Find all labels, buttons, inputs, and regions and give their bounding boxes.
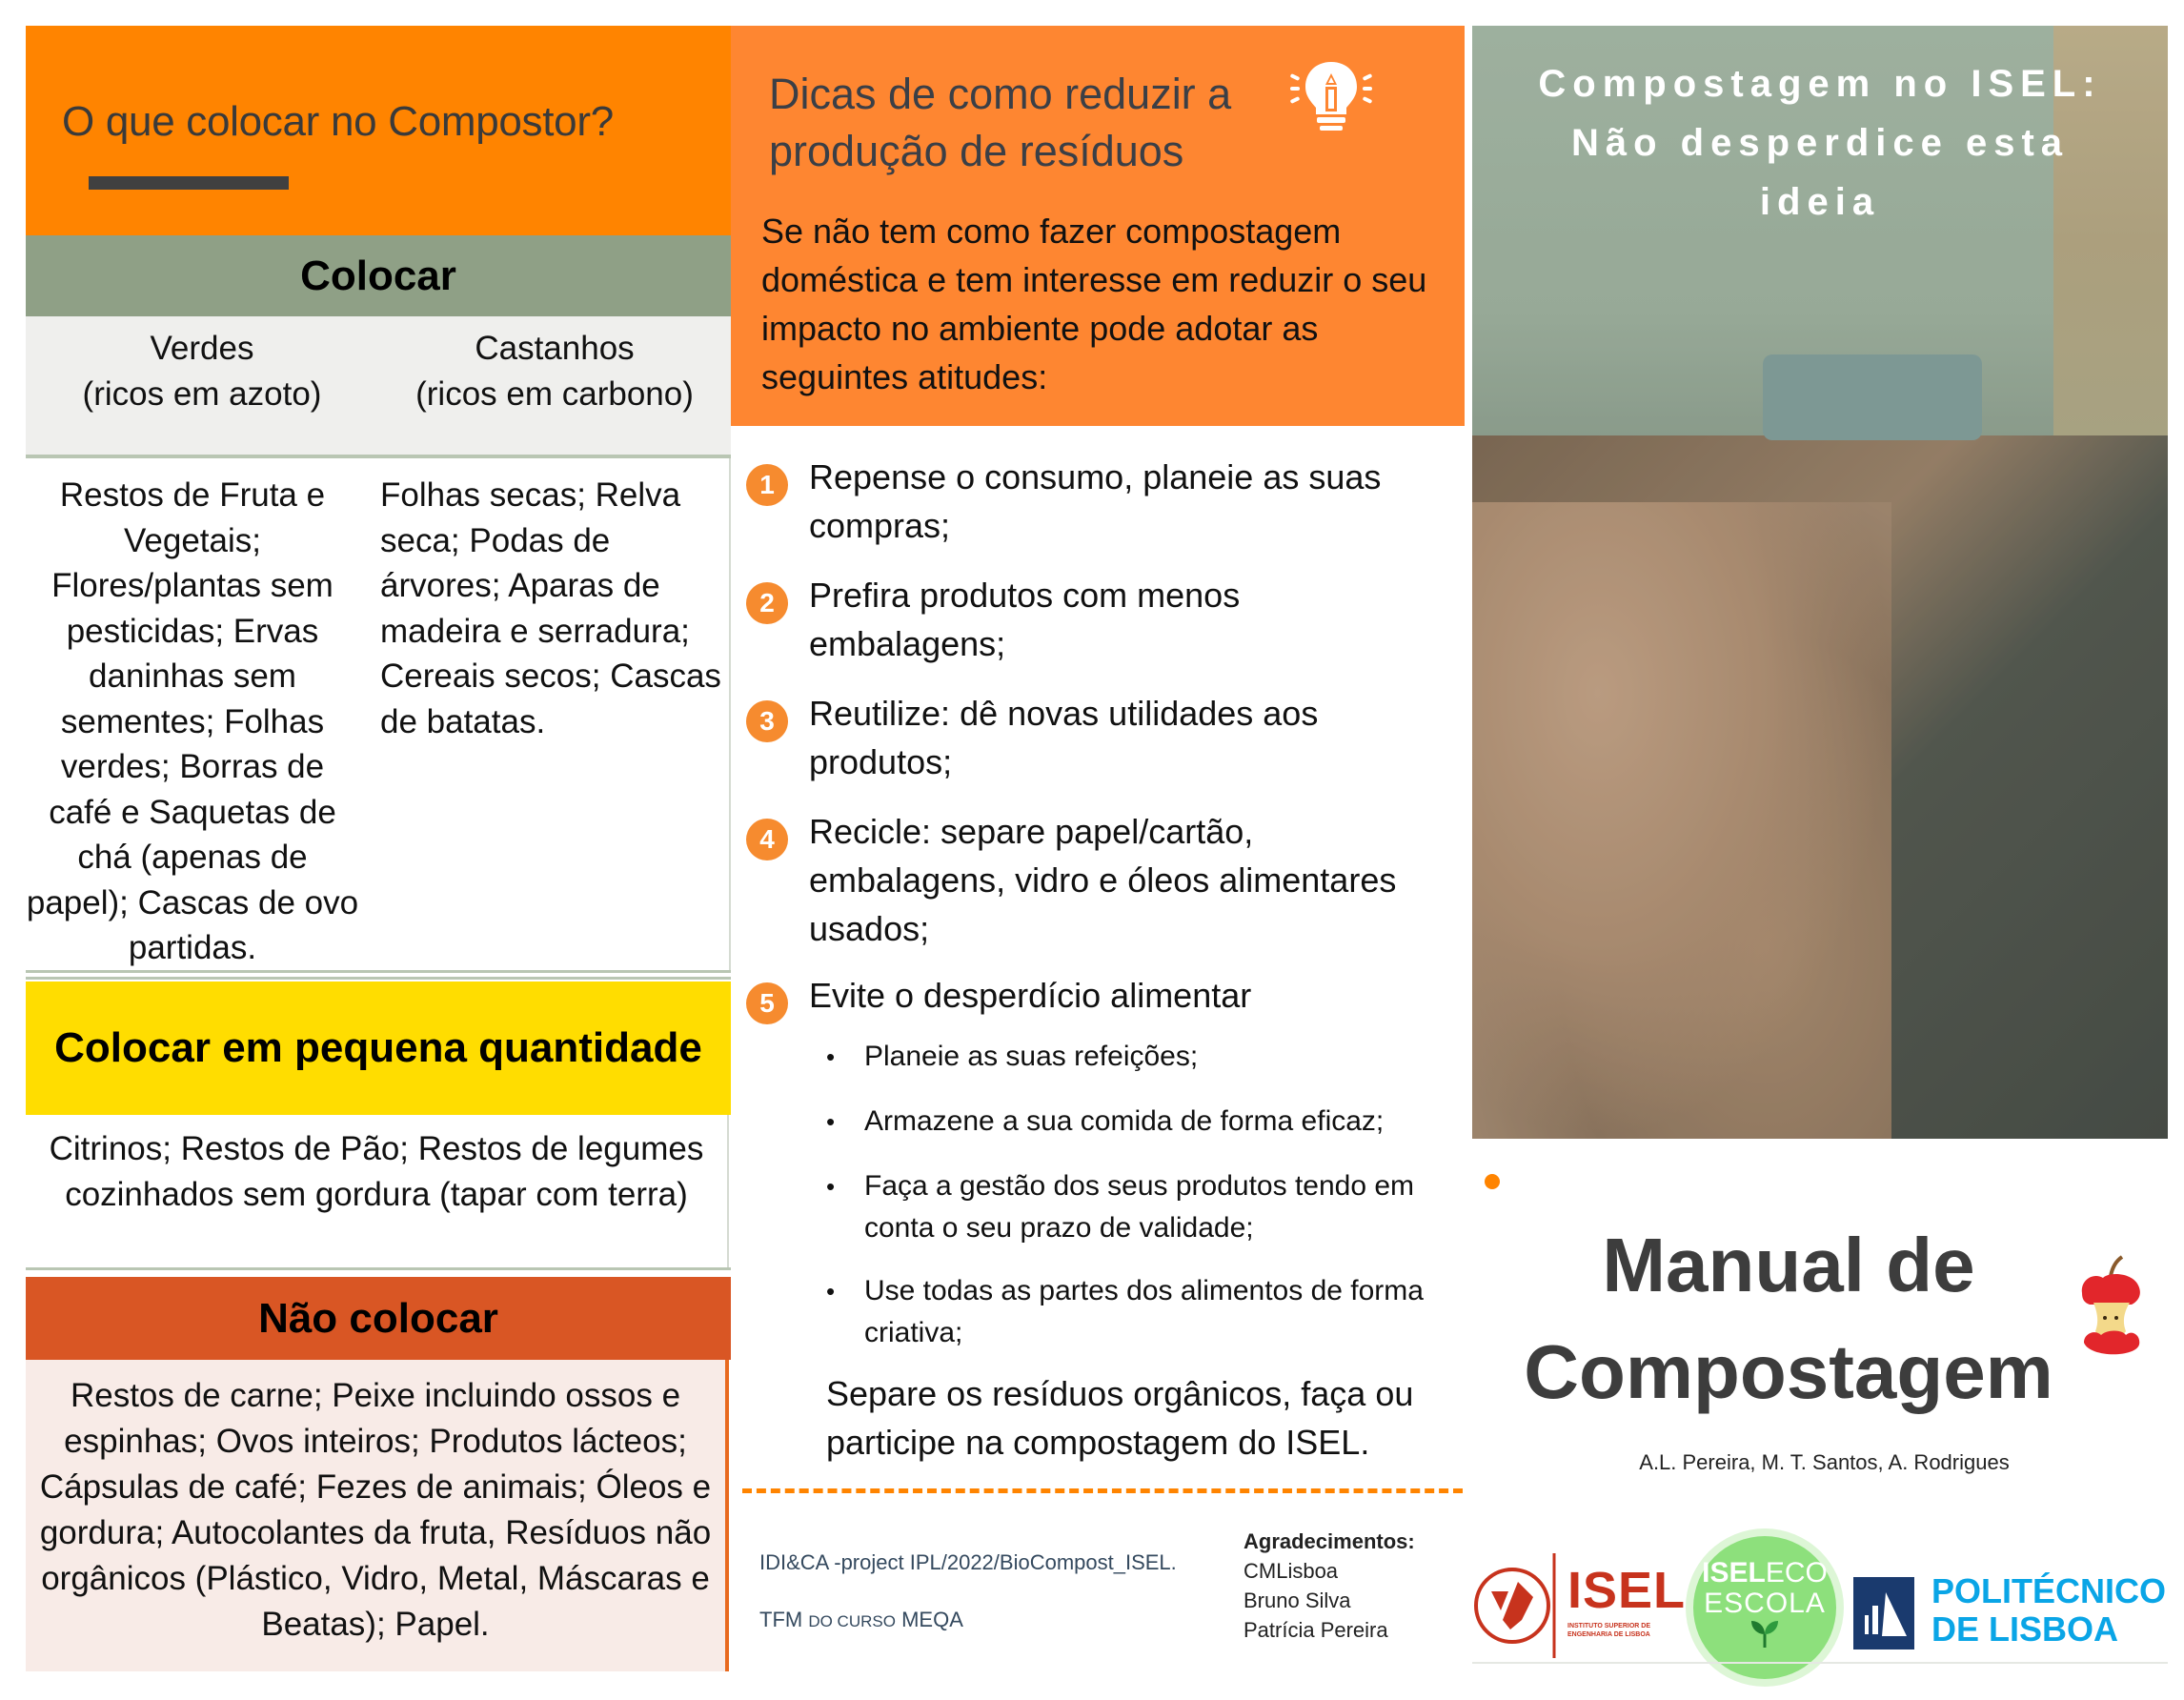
bullet-dot-icon: • [826,1042,836,1071]
isel-logo [1472,1553,1687,1668]
tfm-credit [759,1608,963,1632]
bullet-text: Faça a gestão dos seus produtos tendo em conta o seu prazo de validade; [864,1170,1415,1244]
verdes-items: Restos de Fruta e Vegetais; Flores/plantas sem pesticidas; Ervas daninhas sem sementes; Folhas verdes; Borras de café e Saquetas de chá (apenas de papel); Cascas de ovo partidas. [26,476,359,966]
step-number-badge: 2 [746,582,788,624]
ipl-logo-text [1931,1572,2166,1649]
step-number-badge: 4 [746,819,788,860]
tips-intro: Se não tem como fazer compostagem doméstica e tem interesse em reduzir o seu impacto no ambiente pode adotar as seguintes atitudes: [761,212,1427,396]
isel-sub-line2: ENGENHARIA DE LISBOA [1567,1631,1650,1638]
step-number-badge: 5 [746,982,788,1024]
project-credit: IDI&CA -project IPL/2022/BioCompost_ISEL. [759,1550,1177,1574]
eco-logo-line1 [1702,1558,1828,1589]
step-item [746,453,1428,550]
ipl-line1: POLITÉCNICO [1931,1571,2167,1610]
nao-colocar-text: Restos de carne; Peixe incluindo ossos e espinhas; Ovos inteiros; Produtos lácteos; Cápsulas de café; Fezes de animais; Óleos e gordura; Autocolantes da fruta, Resíduos não orgânicos (Plástico, Vidro, Metal, Máscaras e Beatas); Papel. [26,1360,729,1671]
tips-title: Dicas de como reduzir a produção de resíduos [769,70,1232,175]
nao-colocar-heading: Não colocar [26,1277,731,1360]
section-divider [26,970,731,973]
colocar-heading: Colocar [26,235,731,316]
bullet-dot-icon: • [826,1172,836,1201]
acknowledgement-name: Bruno Silva [1244,1589,1351,1612]
step-text: Prefira produtos com menos embalagens; [809,576,1241,663]
photo-title-line1: Compostagem no ISEL: [1538,63,2102,105]
eco-logo-line2: ESCOLA [1704,1588,1826,1619]
verdes-title: Verdes [150,330,254,367]
photo-title-line2: Não desperdice esta ideia [1570,122,2070,223]
step-item [746,971,1428,1024]
step-item [746,689,1428,786]
lightbulb-pencil-icon [1288,54,1374,140]
bullet-item [826,1036,1455,1078]
bullet-item [826,1101,1455,1143]
left-panel [26,26,731,1671]
acknowledgement-name: Patrícia Pereira [1244,1618,1388,1642]
tfm-prefix: TFM [759,1608,803,1631]
column-header-verdes [26,316,378,455]
bullet-text: Armazene a sua comida de forma eficaz; [864,1105,1385,1137]
step-text: Evite o desperdício alimentar [809,976,1252,1015]
section-divider [26,977,731,980]
step-item [746,571,1428,668]
sprout-icon [1748,1619,1782,1648]
partner-logos [1472,1527,2168,1660]
step-number-badge: 1 [746,464,788,506]
castanhos-subtitle: (ricos em carbono) [415,375,694,413]
bottom-divider [1472,1662,2168,1664]
dashed-separator [742,1488,1463,1493]
bullet-text: Planeie as suas refeições; [864,1041,1199,1072]
acknowledgements [1244,1527,1415,1645]
bullet-dot-icon: • [826,1277,836,1305]
middle-panel [731,26,1465,1700]
step-text: Recicle: separe papel/cartão, embalagens, vidro e óleos alimentares usados; [809,812,1397,948]
pequena-quantidade-heading: Colocar em pequena quantidade [26,982,731,1115]
isel-logo-text: ISEL [1567,1562,1687,1619]
tfm-suffix: MEQA [901,1608,963,1631]
section-divider [26,1267,731,1270]
photo-title [1472,54,2168,232]
step-text: Reutilize: dê novas utilidades aos produtos; [809,694,1319,781]
orange-dot-icon [1485,1174,1500,1189]
isel-logo-subtitle [1567,1622,1650,1639]
tfm-small: DO CURSO [808,1612,896,1630]
eco-isel: ISEL [1702,1557,1766,1589]
left-header [26,26,731,235]
colocar-columns-body [26,458,731,970]
cover-panel [1465,26,2184,1700]
verdes-subtitle: (ricos em azoto) [82,375,322,413]
step-text: Repense o consumo, planeie as suas compras; [809,457,1382,545]
manual-title-line1: Manual de [1602,1223,1975,1307]
pequena-quantidade-text: Citrinos; Restos de Pão; Restos de legumes cozinhados sem gordura (tapar com terra) [26,1115,729,1267]
authors: A.L. Pereira, M. T. Santos, A. Rodrigues [1639,1450,2010,1474]
left-title: O que colocar no Compostor? [62,98,614,145]
politecnico-lisboa-logo [1853,1572,2168,1658]
bullet-text: Use todas as partes dos alimentos de forma criativa; [864,1275,1424,1348]
closing-message: Separe os resíduos orgânicos, faça ou participe na compostagem do ISEL. [826,1374,1414,1462]
eco-eco: ECO [1765,1557,1828,1589]
manual-title [1503,1212,2074,1426]
isel-emblem-icon [1472,1553,1560,1658]
bullet-item [826,1165,1455,1249]
acknowledgement-name: CMLisboa [1244,1559,1339,1583]
castanhos-title: Castanhos [475,330,635,367]
step-number-badge: 3 [746,700,788,742]
ipl-sail-icon [1853,1577,1914,1649]
title-underline [89,176,289,190]
iseleco-escola-logo [1693,1536,1836,1679]
bullet-item [826,1270,1455,1354]
bullet-dot-icon: • [826,1107,836,1136]
colocar-column-headers [26,316,731,458]
isel-sub-line1: INSTITUTO SUPERIOR DE [1567,1623,1650,1629]
ipl-line2: DE LISBOA [1931,1609,2119,1649]
manual-title-line2: Compostagem [1524,1329,2053,1414]
acknowledgements-heading: Agradecimentos: [1244,1529,1415,1553]
castanhos-items: Folhas secas; Relva seca; Podas de árvores; Aparas de madeira e serradura; Cereais secos; Cascas de batatas. [380,476,721,740]
apple-core-icon [2073,1255,2149,1369]
step-item [746,807,1419,953]
compost-bin-photo [1472,26,2168,1139]
column-header-castanhos [378,316,731,455]
tips-header [731,26,1465,426]
